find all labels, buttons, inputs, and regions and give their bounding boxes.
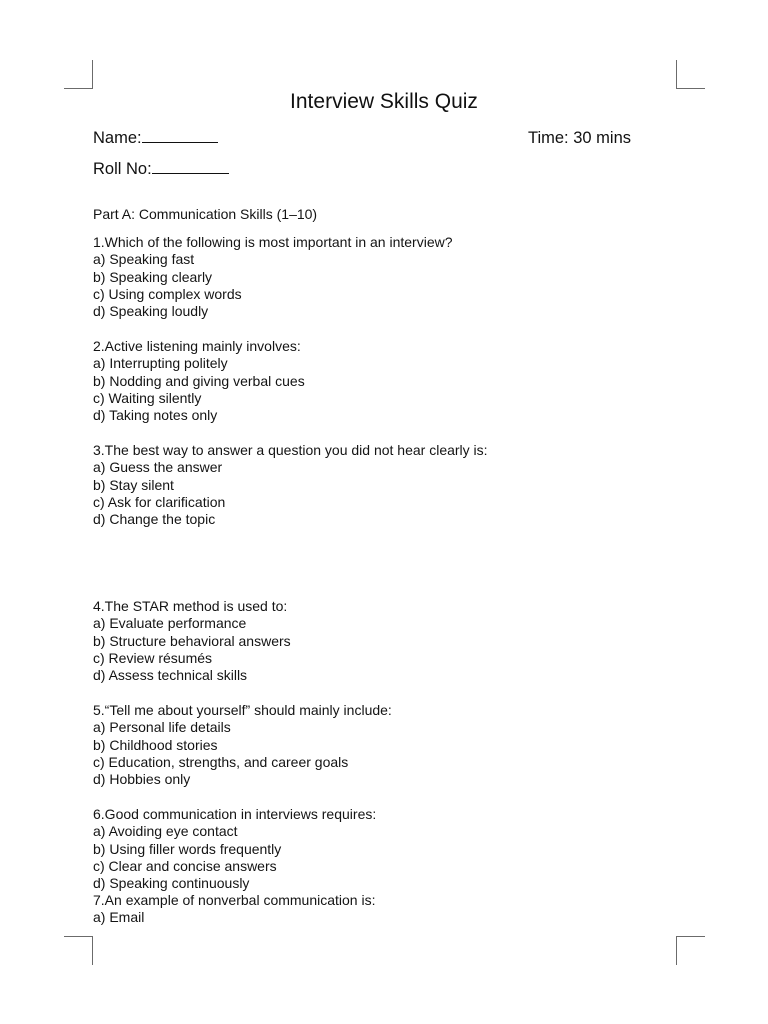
name-label: Name:: [93, 129, 142, 147]
option-b: b) Childhood stories: [93, 736, 218, 753]
option-b: b) Structure behavioral answers: [93, 632, 291, 649]
option-a: a) Guess the answer: [93, 459, 223, 476]
roll-number-blank-line: [152, 172, 229, 174]
option-c: c) Clear and concise answers: [93, 857, 277, 874]
option-a: a) Speaking fast: [93, 251, 195, 268]
option-c: c) Using complex words: [93, 285, 242, 302]
question-5: [93, 702, 683, 788]
option-b: b) Stay silent: [93, 476, 174, 493]
option-c: c) Waiting silently: [93, 389, 202, 406]
option-c: c) Education, strengths, and career goals: [93, 753, 349, 770]
question-text: 4.The STAR method is used to:: [93, 598, 288, 614]
question-text: 6.Good communication in interviews requires:: [93, 806, 377, 822]
crop-mark-top-right: [676, 60, 705, 89]
option-c: c) Review résumés: [93, 649, 213, 666]
option-d: d) Taking notes only: [93, 407, 218, 424]
option-a: a) Email: [93, 909, 145, 926]
option-b: b) Using filler words frequently: [93, 840, 282, 857]
option-a: a) Avoiding eye contact: [93, 823, 238, 840]
roll-number-field: [93, 158, 229, 180]
question-1: [93, 234, 683, 320]
roll-number-label: Roll No:: [93, 160, 152, 178]
question-text: 5.“Tell me about yourself” should mainly include:: [93, 702, 392, 718]
document-title: Interview Skills Quiz: [290, 90, 478, 113]
question-4: [93, 598, 683, 684]
question-text: 3.The best way to answer a question you did not hear clearly is:: [93, 442, 488, 458]
time-limit: Time: 30 mins: [528, 129, 631, 147]
name-blank-line: [142, 141, 218, 143]
option-d: d) Assess technical skills: [93, 667, 248, 684]
crop-mark-bottom-left: [64, 936, 93, 965]
question-3: [93, 442, 683, 528]
option-a: a) Interrupting politely: [93, 355, 228, 372]
question-7: [93, 892, 683, 927]
option-d: d) Hobbies only: [93, 771, 191, 788]
option-a: a) Personal life details: [93, 719, 231, 736]
question-text: 7.An example of nonverbal communication is:: [93, 892, 376, 908]
option-d: d) Speaking loudly: [93, 303, 209, 320]
option-d: d) Speaking continuously: [93, 875, 250, 892]
question-text: 2.Active listening mainly involves:: [93, 338, 301, 354]
question-6: [93, 806, 683, 892]
option-d: d) Change the topic: [93, 511, 216, 528]
section-title: Part A: Communication Skills (1–10): [93, 206, 318, 222]
crop-mark-top-left: [64, 60, 93, 89]
crop-mark-bottom-right: [676, 936, 705, 965]
option-c: c) Ask for clarification: [93, 493, 226, 510]
option-a: a) Evaluate performance: [93, 615, 247, 632]
option-b: b) Speaking clearly: [93, 268, 213, 285]
name-field: [93, 127, 218, 149]
question-text: 1.Which of the following is most important in an interview?: [93, 234, 453, 250]
option-b: b) Nodding and giving verbal cues: [93, 372, 305, 389]
question-2: [93, 338, 683, 424]
